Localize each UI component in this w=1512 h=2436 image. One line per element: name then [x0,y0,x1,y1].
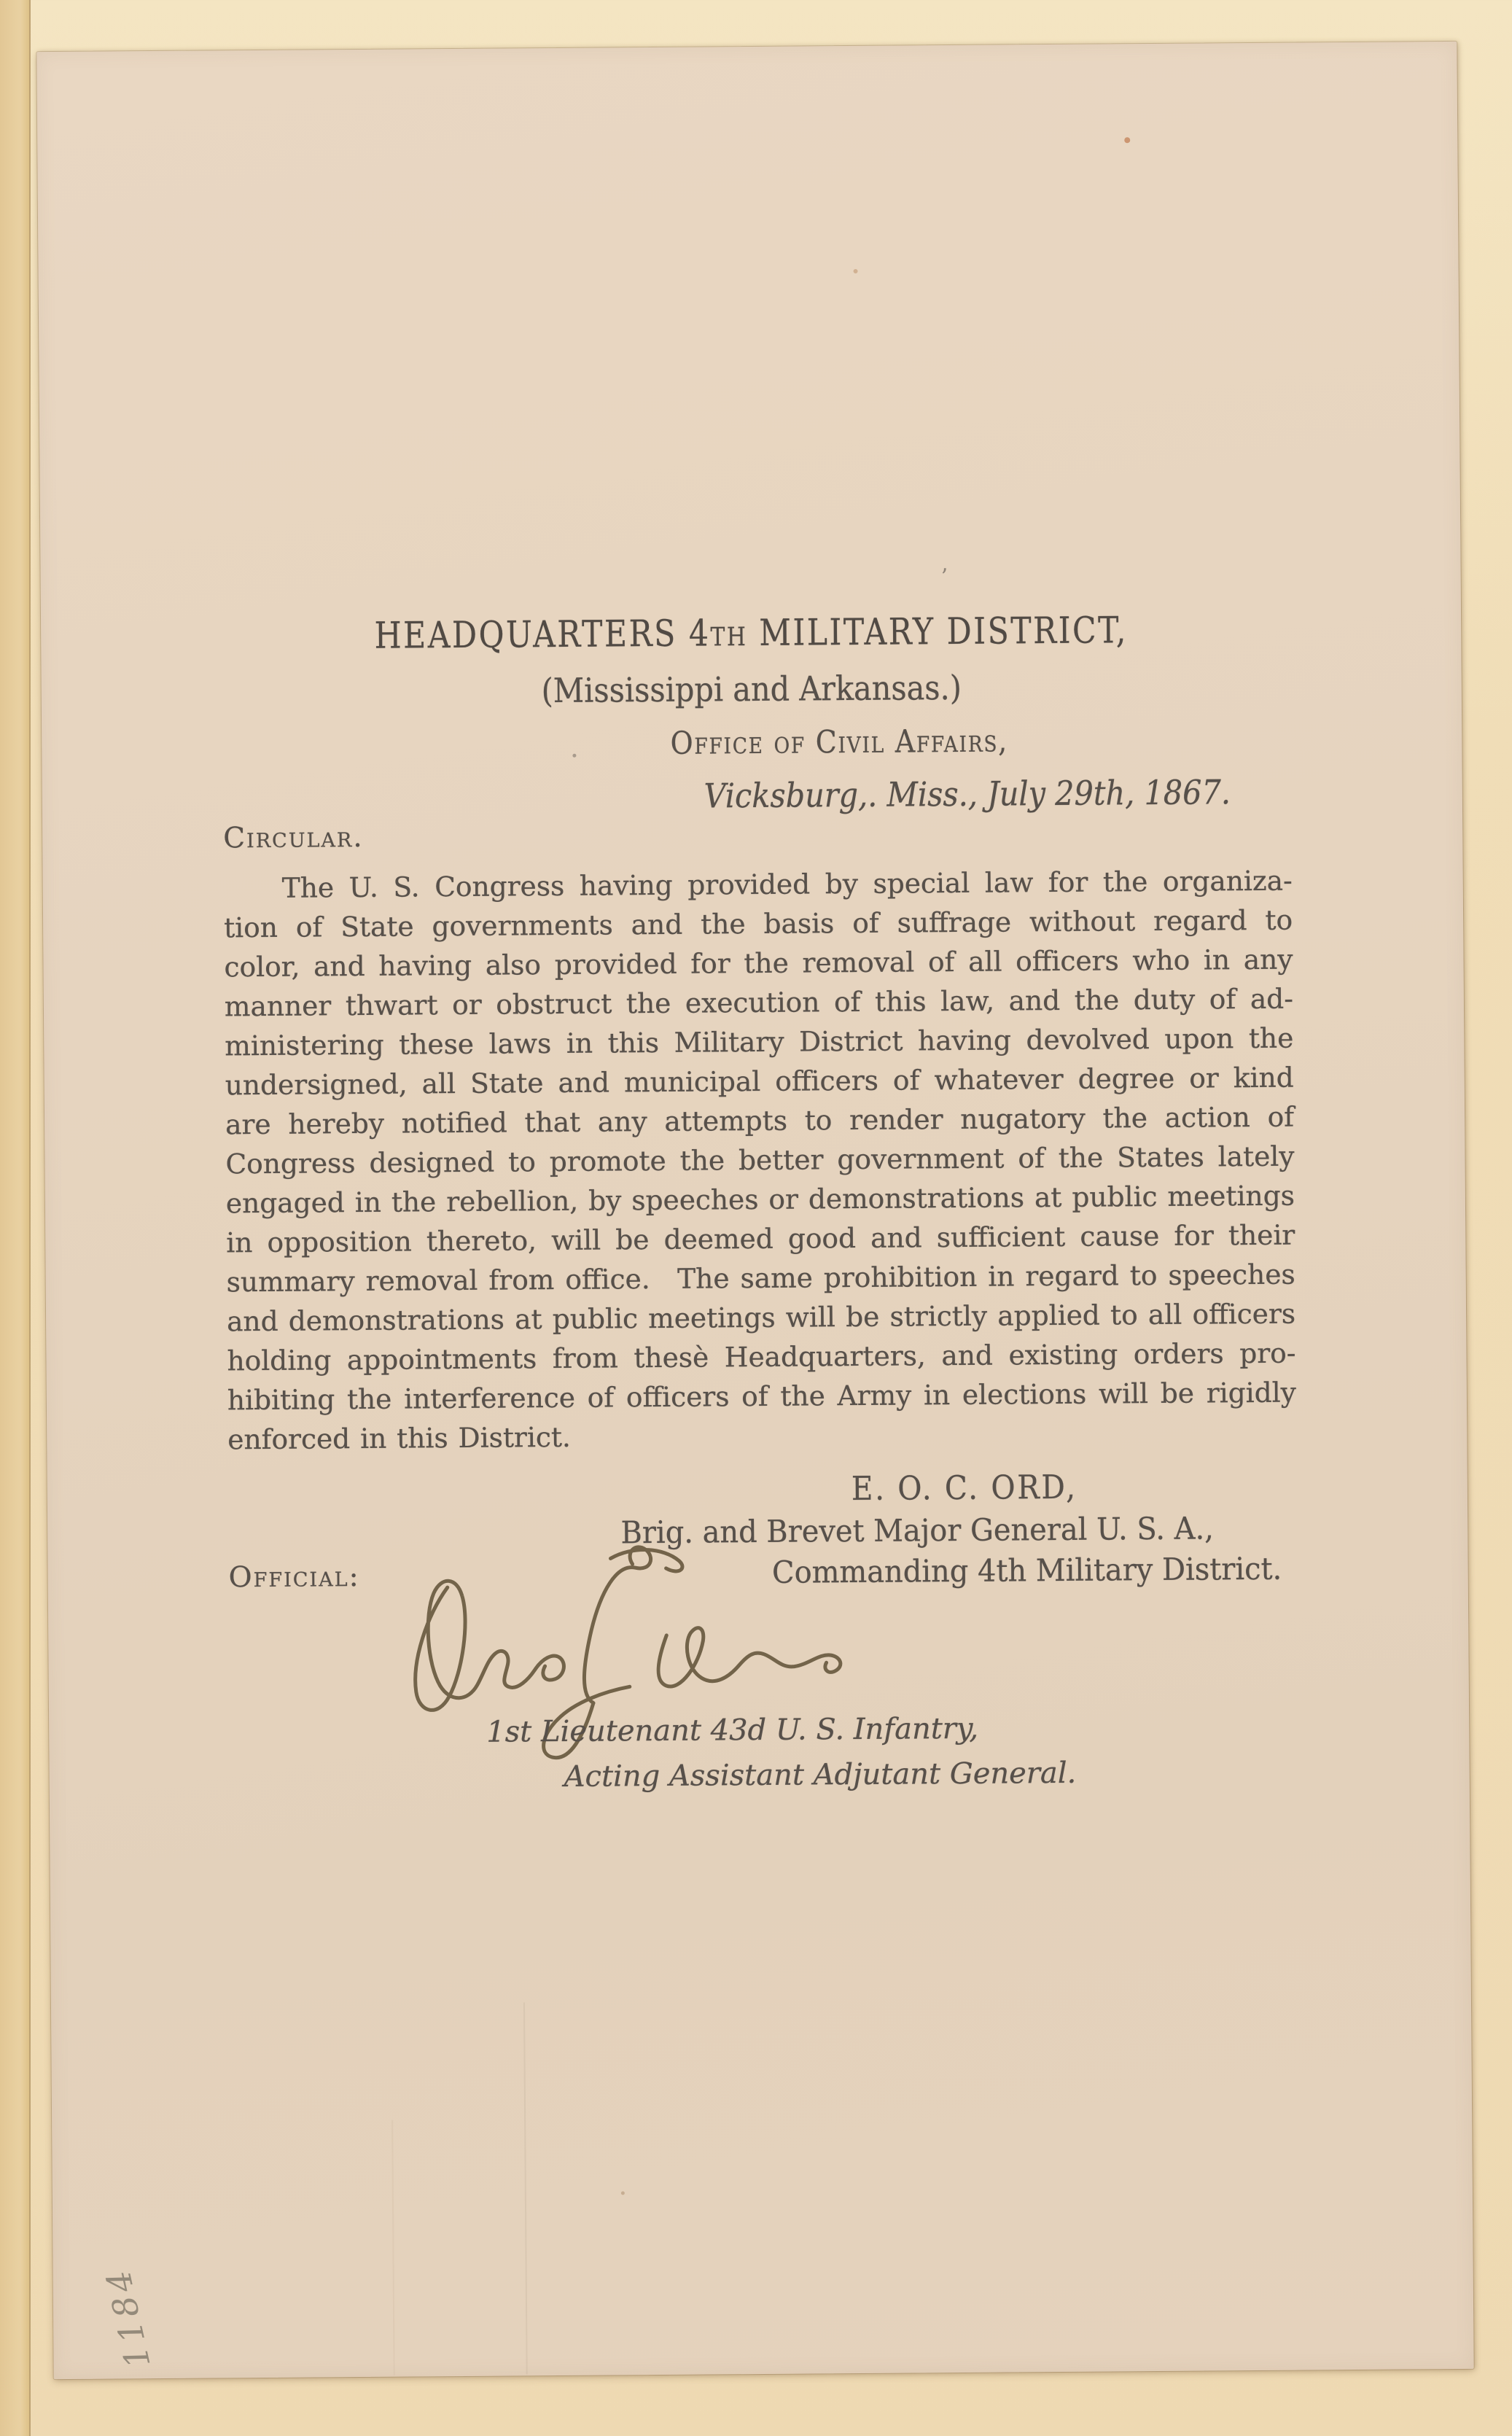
attestation-line2: Acting Assistant Adjutant General. [564,1756,1077,1794]
body-line: and demonstrations at public meetings will be strictly applied to all officers [226,1297,1296,1338]
signer-title-line2: Commanding 4th Military District. [771,1550,1282,1590]
body-line: engaged in the rebellion, by speeches or demonstrations at public meetings [225,1179,1295,1220]
body-line: undersigned, all State and municipal officers of whatever degree or kind [225,1061,1294,1102]
body-line: enforced in this District. [227,1420,572,1456]
headquarters-heading: HEADQUARTERS 4th MILITARY DISTRICT, [374,609,1129,657]
signer-name: E. O. C. ORD, [851,1467,1078,1509]
body-line: The U. S. Congress having provided by special law for the organiza- [281,864,1293,904]
paper-speck [854,269,858,273]
body-line: holding appointments from thesè Headquarters, and existing orders pro- [227,1336,1296,1377]
document-sheet [36,42,1473,2379]
ink-mark: ’ [940,564,948,591]
paper-speck [621,2191,625,2195]
body-line: color, and having also provided for the removal of all officers who in any [224,943,1293,984]
circular-label: Circular. [223,820,364,855]
album-page-edge [0,0,31,2436]
paper-speck [1124,137,1130,143]
body-line: ministering these laws in this Military District having devolved upon the [225,1022,1294,1062]
paper-speck [572,754,576,758]
body-line: Congress designed to promote the better government of the States lately [225,1140,1295,1180]
place-date-line: Vicksburg,. Miss., July 29th, 1867. [704,772,1231,816]
body-line: in opposition thereto, will be deemed good and sufficient cause for their [226,1218,1295,1259]
signer-title-line1: Brig. and Brevet Major General U. S. A., [620,1510,1215,1551]
district-subheading: (Mississippi and Arkansas.) [541,667,962,711]
office-line: Office of Civil Affairs, [670,723,1009,762]
paper-crease [523,2002,528,2374]
paper-crease [391,2120,395,2375]
official-label: Official: [228,1560,360,1595]
body-line: tion of State governments and the basis of suffrage without regard to [223,903,1293,944]
body-paragraph [224,861,1297,1460]
attestation-line1: 1st Lieutenant 43d U. S. Infantry, [486,1711,979,1749]
pencil-number: 1184 [97,2262,158,2372]
body-line: hibiting the interference of officers of the Army in elections will be rigidly [227,1376,1297,1417]
body-line: manner thwart or obstruct the execution of this law, and the duty of ad- [224,982,1294,1023]
body-line: are hereby notified that any attempts to render nugatory the action of [225,1100,1295,1141]
body-line: summary removal from office. The same prohibition in regard to speeches [226,1258,1295,1299]
